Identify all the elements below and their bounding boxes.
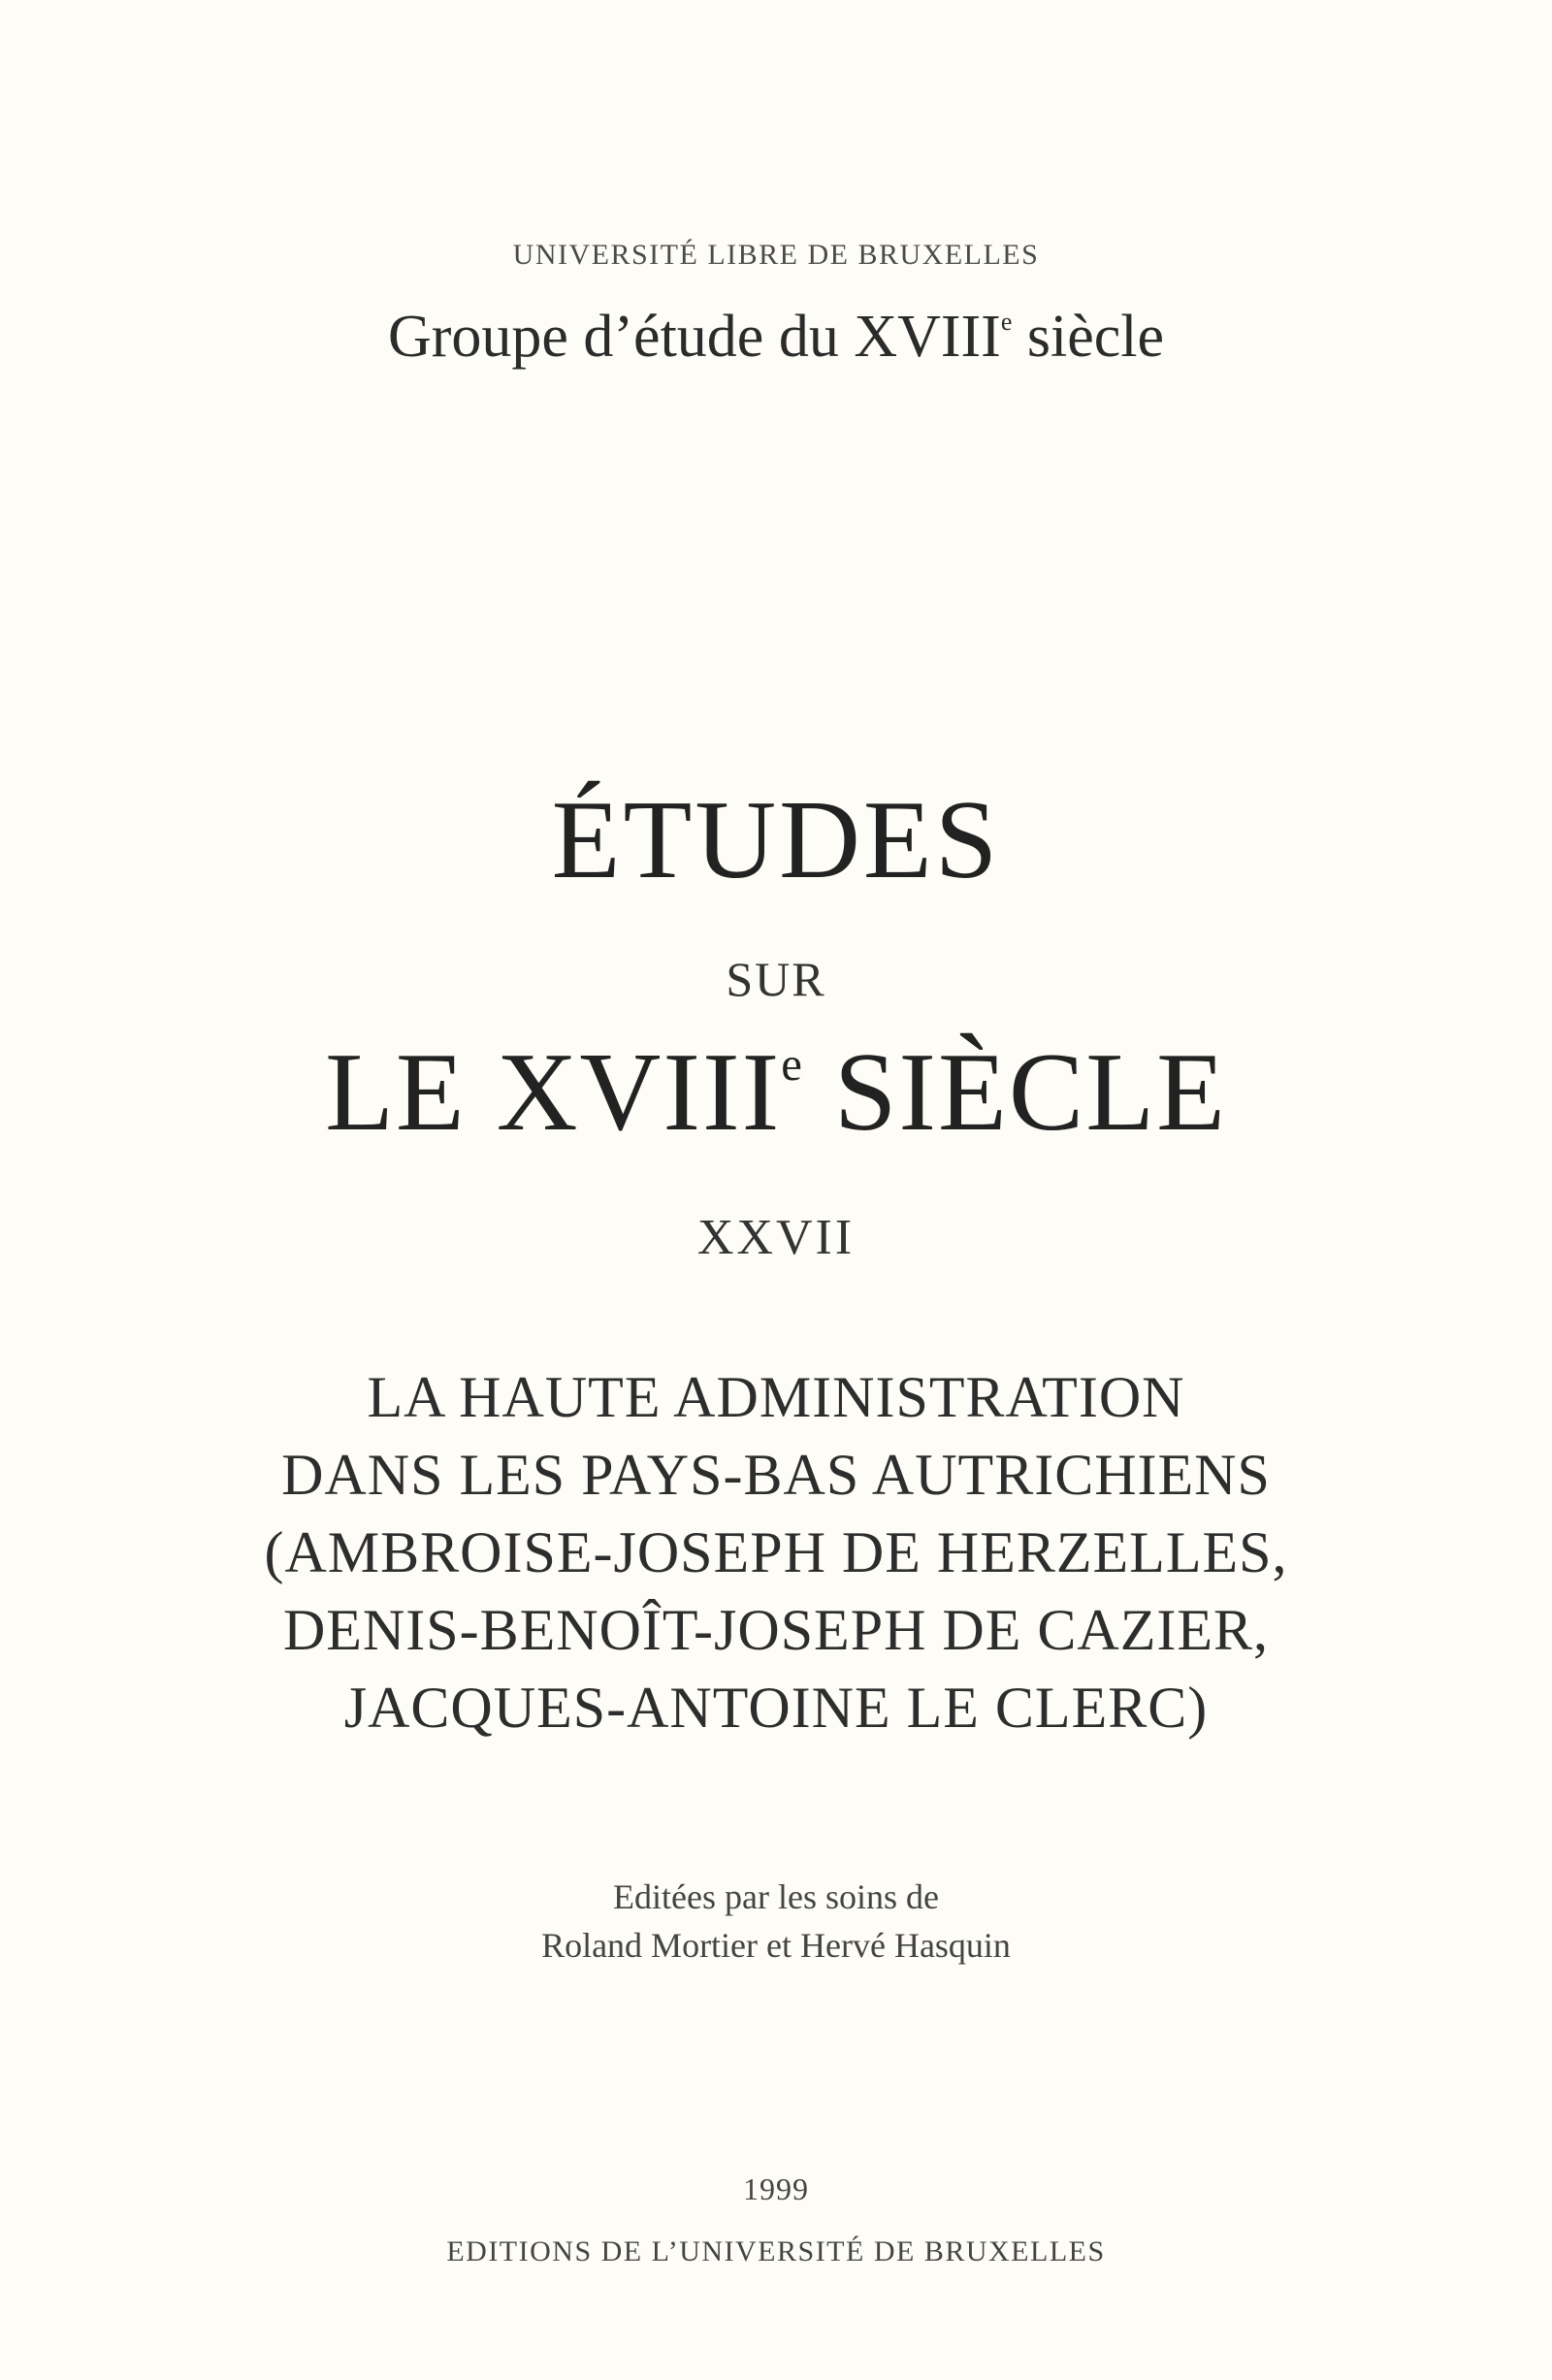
book-title-connector: SUR — [726, 952, 826, 1006]
book-title-subject — [0, 1030, 1552, 1155]
subtitle-line: (AMBROISE-JOSEPH DE HERZELLES, — [264, 1520, 1288, 1584]
subtitle-line: DENIS-BENOÎT-JOSEPH DE CAZIER, — [282, 1598, 1270, 1662]
study-group-name — [0, 304, 1552, 370]
publisher-name: EDITIONS DE L’UNIVERSITÉ DE BRUXELLES — [446, 2235, 1106, 2267]
editors-credit — [0, 1873, 1552, 1970]
publication-year: 1999 — [743, 2171, 809, 2206]
editors-names: Roland Mortier et Hervé Hasquin — [541, 1926, 1011, 1965]
book-title-subject-prefix: LE XVIII — [325, 1030, 782, 1155]
university-name: UNIVERSITÉ LIBRE DE BRUXELLES — [512, 239, 1040, 271]
study-group-superscript: e — [1000, 307, 1013, 336]
subtitle-line: LA HAUTE ADMINISTRATION — [367, 1365, 1185, 1429]
book-title-subject-superscript: e — [781, 1037, 804, 1091]
book-subtitle — [0, 1358, 1552, 1746]
book-title-main: ÉTUDES — [551, 778, 1001, 902]
subtitle-line: JACQUES-ANTOINE LE CLERC) — [343, 1676, 1209, 1740]
book-title-subject-suffix: SIÈCLE — [803, 1030, 1227, 1155]
subtitle-line: DANS LES PAYS-BAS AUTRICHIENS — [281, 1443, 1271, 1507]
volume-number: XXVII — [696, 1210, 856, 1265]
study-group-suffix: siècle — [1012, 304, 1165, 370]
editors-intro: Editées par les soins de — [613, 1877, 939, 1916]
study-group-text: Groupe d’étude du XVIII — [387, 304, 1001, 370]
